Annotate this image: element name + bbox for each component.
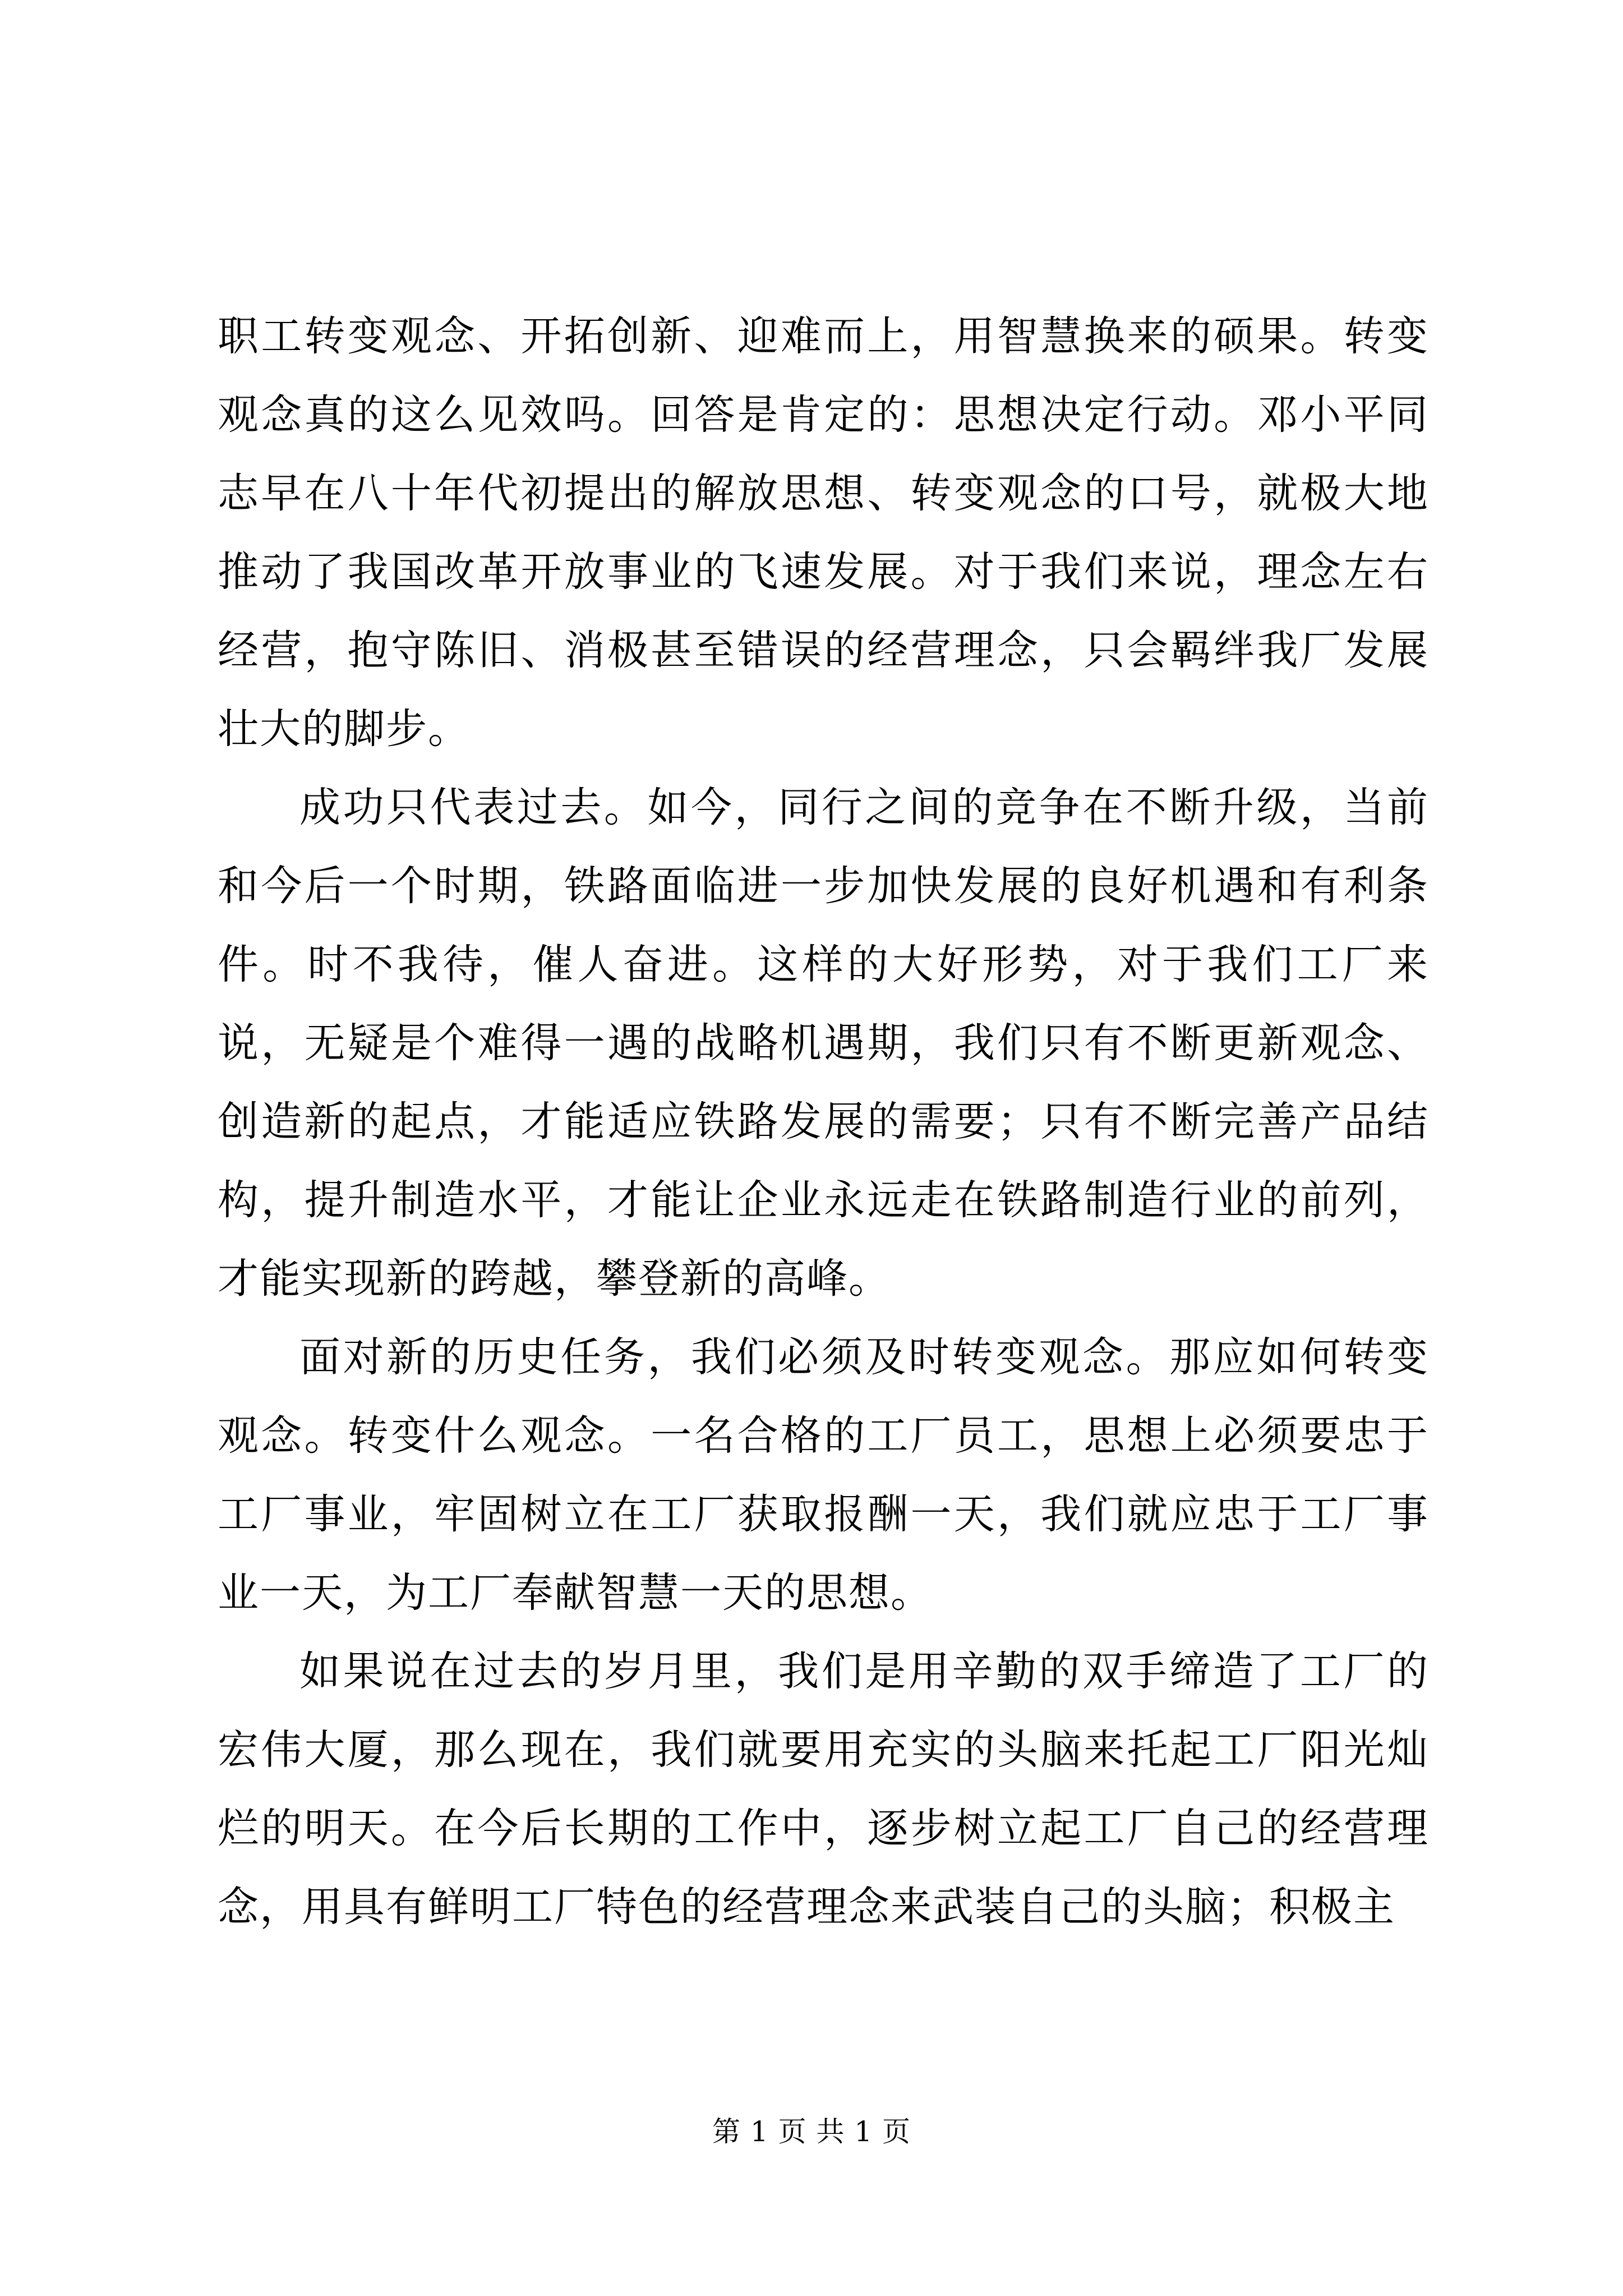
paragraph-1: 职工转变观念、开拓创新、迎难而上，用智慧换来的硕果。转变观念真的这么见效吗。回答是肯定的：思想决定行动。邓小平同志早在八十年代初提出的解放思想、转变观念的口号，就极大地推动了我国改革开放事业的飞速发展。对于我们来说，理念左右经营，抱守陈旧、消极甚至错误的经营理念，只会羁绊我厂发展壮大的脚步。 — [218, 312, 1429, 753]
page-footer: 第 1 页 共 1 页 — [712, 2115, 911, 2148]
paragraph-2: 成功只代表过去。如今，同行之间的竞争在不断升级，当前和今后一个时期，铁路面临进一步加快发展的良好机遇和有利条件。时不我待，催人奋进。这样的大好形势，对于我们工厂来说，无疑是个难得一遇的战略机遇期，我们只有不断更新观念、创造新的起点，才能适应铁路发展的需要；只有不断完善产品结构，提升制造水平，才能让企业永远走在铁路制造行业的前列，才能实现新的跨越，攀登新的高峰。 — [218, 784, 1429, 1303]
paragraph-4: 如果说在过去的岁月里，我们是用辛勤的双手缔造了工厂的宏伟大厦，那么现在，我们就要用充实的头脑来托起工厂阳光灿烂的明天。在今后长期的工作中，逐步树立起工厂自己的经营理念，用具有鲜明工厂特色的经营理念来武装自己的头脑；积极主 — [218, 1648, 1429, 1931]
paragraph-3: 面对新的历史任务，我们必须及时转变观念。那应如何转变观念。转变什么观念。一名合格的工厂员工，思想上必须要忠于工厂事业，牢固树立在工厂获取报酬一天，我们就应忠于工厂事业一天，为工厂奉献智慧一天的思想。 — [218, 1333, 1429, 1617]
document-body — [218, 297, 1429, 1947]
